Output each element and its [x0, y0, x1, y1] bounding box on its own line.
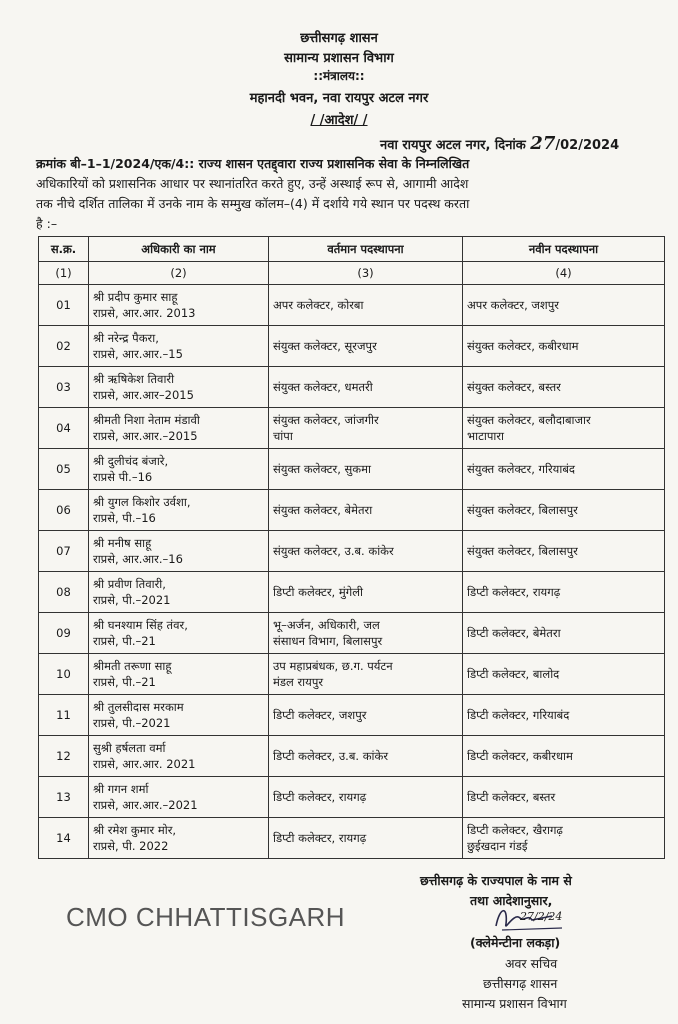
row-officer-text: राप्रसे, पी.–2021: [93, 716, 171, 730]
signatory-office-2: सामान्य प्रशासन विभाग: [462, 996, 567, 1011]
row-new-posting-text: संयुक्त कलेक्टर, बिलासपुर: [467, 503, 578, 517]
row-new-posting: [463, 408, 665, 449]
row-serial: [39, 449, 89, 490]
row-officer-text: राप्रसे, आर.आर.–2015: [93, 429, 198, 443]
row-officer-text: श्री गगन शर्मा: [93, 782, 149, 796]
row-new-posting: [463, 613, 665, 654]
row-officer: [89, 818, 269, 859]
row-officer: [89, 654, 269, 695]
row-current-posting: [269, 818, 463, 859]
row-new-posting-text: डिप्टी कलेक्टर, बस्तर: [467, 790, 556, 804]
row-serial: [39, 367, 89, 408]
row-new-posting: [463, 777, 665, 818]
row-officer: [89, 777, 269, 818]
table-row: [39, 285, 665, 326]
row-officer: [89, 326, 269, 367]
transfer-table: [38, 236, 665, 859]
row-new-posting-text: संयुक्त कलेक्टर, बलौदाबाजार: [467, 413, 591, 427]
signatory-name: (क्लेमेन्टीना लकड़ा): [470, 935, 561, 950]
row-officer-text: राप्रसे, आर.आर–2015: [93, 388, 194, 402]
row-officer: [89, 285, 269, 326]
sign-line-1: छत्तीसगढ़ के राज्यपाल के नाम से: [420, 873, 572, 888]
row-officer: [89, 736, 269, 777]
table-row: [39, 408, 665, 449]
col-num: (1): [39, 262, 89, 285]
row-serial-text: 14: [56, 831, 71, 845]
row-serial: [39, 285, 89, 326]
row-officer-text: राप्रसे पी.–16: [93, 470, 153, 484]
row-current-posting: [269, 654, 463, 695]
row-serial: [39, 777, 89, 818]
row-current-posting: [269, 449, 463, 490]
row-serial-text: 06: [56, 503, 71, 517]
row-current-posting-text: संयुक्त कलेक्टर, धमतरी: [273, 380, 373, 394]
row-officer: [89, 367, 269, 408]
row-officer-text: श्री नरेन्द्र पैकरा,: [93, 331, 159, 345]
row-serial: [39, 326, 89, 367]
row-current-posting-text: डिप्टी कलेक्टर, जशपुर: [273, 708, 367, 722]
table-header-row: [39, 237, 665, 262]
row-serial-text: 10: [56, 667, 71, 681]
watermark: CMO CHHATTISGARH: [66, 902, 346, 932]
row-current-posting-text: चांपा: [273, 429, 293, 443]
row-serial-text: 08: [56, 585, 71, 599]
row-new-posting: [463, 531, 665, 572]
row-serial: [39, 490, 89, 531]
row-officer-text: राप्रसे, आर.आर.–16: [93, 552, 183, 566]
row-officer-text: राप्रसे, आर.आर.–2021: [93, 798, 198, 812]
row-current-posting-text: डिप्टी कलेक्टर, रायगढ़: [273, 790, 367, 804]
table-row: [39, 367, 665, 408]
row-officer-text: राप्रसे, पी.–2021: [93, 593, 171, 607]
row-officer-text: श्री मनीष साहू: [93, 536, 152, 550]
table-row: [39, 490, 665, 531]
row-officer-text: राप्रसे, आर.आर.–15: [93, 347, 183, 361]
row-officer-text: राप्रसे, पी.–21: [93, 634, 156, 648]
row-officer: [89, 408, 269, 449]
row-new-posting: [463, 367, 665, 408]
row-serial-text: 04: [56, 421, 71, 435]
col-num: (3): [269, 262, 463, 285]
row-current-posting: [269, 326, 463, 367]
row-officer-text: श्री दुलीचंद बंजारे,: [93, 454, 169, 468]
row-current-posting: [269, 572, 463, 613]
row-current-posting-text: मंडल रायपुर: [273, 675, 324, 689]
header-order-title: / /आदेश/ /: [310, 113, 368, 128]
row-officer-text: राप्रसे, पी.–21: [93, 675, 156, 689]
row-serial-text: 11: [56, 708, 71, 722]
row-new-posting-text: संयुक्त कलेक्टर, गरियाबंद: [467, 462, 576, 476]
table-row: [39, 777, 665, 818]
row-new-posting: [463, 326, 665, 367]
header-govt: छत्तीसगढ़ शासन: [300, 31, 378, 46]
row-officer: [89, 695, 269, 736]
row-current-posting: [269, 367, 463, 408]
header-officer-name: अधिकारी का नाम: [89, 237, 269, 262]
header-ministry: ::मंत्रालय::: [313, 69, 365, 83]
row-serial: [39, 613, 89, 654]
row-officer: [89, 572, 269, 613]
row-officer-text: श्री रमेश कुमार मोर,: [93, 823, 177, 837]
row-current-posting: [269, 777, 463, 818]
row-officer: [89, 490, 269, 531]
row-officer-text: श्रीमती निशा नेताम मंडावी: [93, 413, 200, 427]
row-current-posting-text: संसाधन विभाग, बिलासपुर: [273, 634, 383, 648]
row-new-posting-text: डिप्टी कलेक्टर, रायगढ़: [467, 585, 561, 599]
row-officer: [89, 613, 269, 654]
row-officer-text: श्रीमती तरूणा साहू: [93, 659, 172, 673]
row-officer-text: सुश्री हर्षलता वर्मा: [93, 741, 166, 755]
row-new-posting: [463, 736, 665, 777]
row-current-posting: [269, 695, 463, 736]
row-new-posting-text: डिप्टी कलेक्टर, गरियाबंद: [467, 708, 570, 722]
order-text-line-1: क्रमांक बी–1–1/2024/एक/4:: राज्य शासन एतद्द्वारा राज्य प्रशासनिक सेवा के निम्नलिखित: [36, 156, 470, 171]
table-row: [39, 818, 665, 859]
row-new-posting-text: डिप्टी कलेक्टर, खैरागढ़: [467, 823, 563, 837]
row-current-posting-text: संयुक्त कलेक्टर, सुकमा: [273, 462, 371, 476]
row-officer-text: राप्रसे, पी.–16: [93, 511, 156, 525]
col-num: (2): [89, 262, 269, 285]
row-serial-text: 03: [56, 380, 71, 394]
date-day-handwritten: 27: [530, 133, 556, 154]
row-current-posting: [269, 285, 463, 326]
row-officer-text: राप्रसे, आर.आर. 2021: [93, 757, 196, 771]
table-body: [39, 285, 665, 859]
row-new-posting-text: भाटापारा: [467, 429, 505, 443]
row-serial: [39, 654, 89, 695]
row-new-posting-text: संयुक्त कलेक्टर, कबीरधाम: [467, 339, 579, 353]
date-rest: /02/2024: [555, 138, 620, 153]
row-current-posting: [269, 531, 463, 572]
row-officer-text: श्री प्रदीप कुमार साहू: [93, 290, 178, 304]
table-row: [39, 531, 665, 572]
row-current-posting-text: संयुक्त कलेक्टर, बेमेतरा: [273, 503, 373, 517]
row-new-posting: [463, 818, 665, 859]
row-new-posting-text: डिप्टी कलेक्टर, बालोद: [467, 667, 560, 681]
row-new-posting: [463, 654, 665, 695]
sign-line-2: तथा आदेशानुसार,: [470, 893, 553, 908]
date-prefix: नवा रायपुर अटल नगर, दिनांक: [380, 138, 526, 153]
row-new-posting-text: संयुक्त कलेक्टर, बस्तर: [467, 380, 561, 394]
row-current-posting-text: संयुक्त कलेक्टर, जांजगीर: [273, 413, 379, 427]
row-current-posting: [269, 490, 463, 531]
order-text-line-4: है :–: [36, 216, 58, 231]
row-new-posting: [463, 285, 665, 326]
header-new-posting: नवीन पदस्थापना: [463, 237, 665, 262]
row-current-posting-text: संयुक्त कलेक्टर, सूरजपुर: [273, 339, 377, 353]
column-number-row: [39, 262, 665, 285]
order-text-line-2: अधिकारियों को प्रशासनिक आधार पर स्थानांतरित करते हुए, उन्हें अस्थाई रूप से, आगामी आदेश: [36, 176, 469, 191]
row-new-posting-text: अपर कलेक्टर, जशपुर: [467, 298, 559, 312]
table-row: [39, 654, 665, 695]
row-serial-text: 07: [56, 544, 71, 558]
row-current-posting: [269, 613, 463, 654]
table-row: [39, 572, 665, 613]
row-serial-text: 05: [56, 462, 71, 476]
row-current-posting-text: डिप्टी कलेक्टर, मुंगेली: [273, 585, 363, 599]
header-current-posting: वर्तमान पदस्थापना: [269, 237, 463, 262]
col-num: (4): [463, 262, 665, 285]
row-serial: [39, 572, 89, 613]
signature-date: 27/2/24: [520, 910, 563, 923]
row-current-posting-text: संयुक्त कलेक्टर, उ.ब. कांकेर: [273, 544, 394, 558]
header-department: सामान्य प्रशासन विभाग: [284, 51, 394, 66]
signatory-designation: अवर सचिव: [505, 956, 558, 971]
row-current-posting-text: भू–अर्जन, अधिकारी, जल: [273, 618, 380, 632]
table-row: [39, 613, 665, 654]
row-new-posting: [463, 449, 665, 490]
row-officer-text: राप्रसे, आर.आर. 2013: [93, 306, 196, 320]
table-row: [39, 695, 665, 736]
row-serial: [39, 818, 89, 859]
row-serial: [39, 408, 89, 449]
table-row: [39, 449, 665, 490]
row-serial-text: 02: [56, 339, 71, 353]
row-serial-text: 09: [56, 626, 71, 640]
row-new-posting: [463, 490, 665, 531]
row-new-posting-text: छुईखदान गंडई: [467, 839, 528, 853]
row-serial-text: 01: [56, 298, 71, 312]
row-current-posting: [269, 736, 463, 777]
row-new-posting-text: डिप्टी कलेक्टर, बेमेतरा: [467, 626, 561, 640]
order-date: [380, 133, 619, 154]
row-officer-text: श्री ऋषिकेश तिवारी: [93, 372, 175, 386]
row-officer-text: श्री युगल किशोर उर्वशा,: [93, 495, 191, 509]
row-officer-text: राप्रसे, पी. 2022: [93, 839, 169, 853]
row-officer-text: श्री तुलसीदास मरकाम: [93, 700, 184, 714]
table-row: [39, 326, 665, 367]
row-officer: [89, 449, 269, 490]
row-serial: [39, 695, 89, 736]
row-current-posting-text: अपर कलेक्टर, कोरबा: [273, 298, 364, 312]
row-current-posting: [269, 408, 463, 449]
signatory-office-1: छत्तीसगढ़ शासन: [483, 976, 558, 991]
row-serial: [39, 531, 89, 572]
header-address: महानदी भवन, नवा रायपुर अटल नगर: [249, 91, 429, 106]
row-current-posting-text: डिप्टी कलेक्टर, रायगढ़: [273, 831, 367, 845]
row-serial-text: 13: [56, 790, 71, 804]
row-new-posting-text: संयुक्त कलेक्टर, बिलासपुर: [467, 544, 578, 558]
row-new-posting: [463, 695, 665, 736]
table-row: [39, 736, 665, 777]
order-text-line-3: तक नीचे दर्शित तालिका में उनके नाम के सम्मुख कॉलम–(4) में दर्शाये गये स्थान पर पदस्थ करता: [36, 196, 470, 211]
header-serial: स.क्र.: [39, 237, 89, 262]
row-current-posting-text: उप महाप्रबंधक, छ.ग. पर्यटन: [273, 659, 393, 673]
row-officer: [89, 531, 269, 572]
row-officer-text: श्री प्रवीण तिवारी,: [93, 577, 166, 591]
row-new-posting-text: डिप्टी कलेक्टर, कबीरधाम: [467, 749, 573, 763]
row-officer-text: श्री घनश्याम सिंह तंवर,: [93, 618, 188, 632]
row-serial-text: 12: [56, 749, 71, 763]
row-current-posting-text: डिप्टी कलेक्टर, उ.ब. कांकेर: [273, 749, 389, 763]
row-new-posting: [463, 572, 665, 613]
row-serial: [39, 736, 89, 777]
